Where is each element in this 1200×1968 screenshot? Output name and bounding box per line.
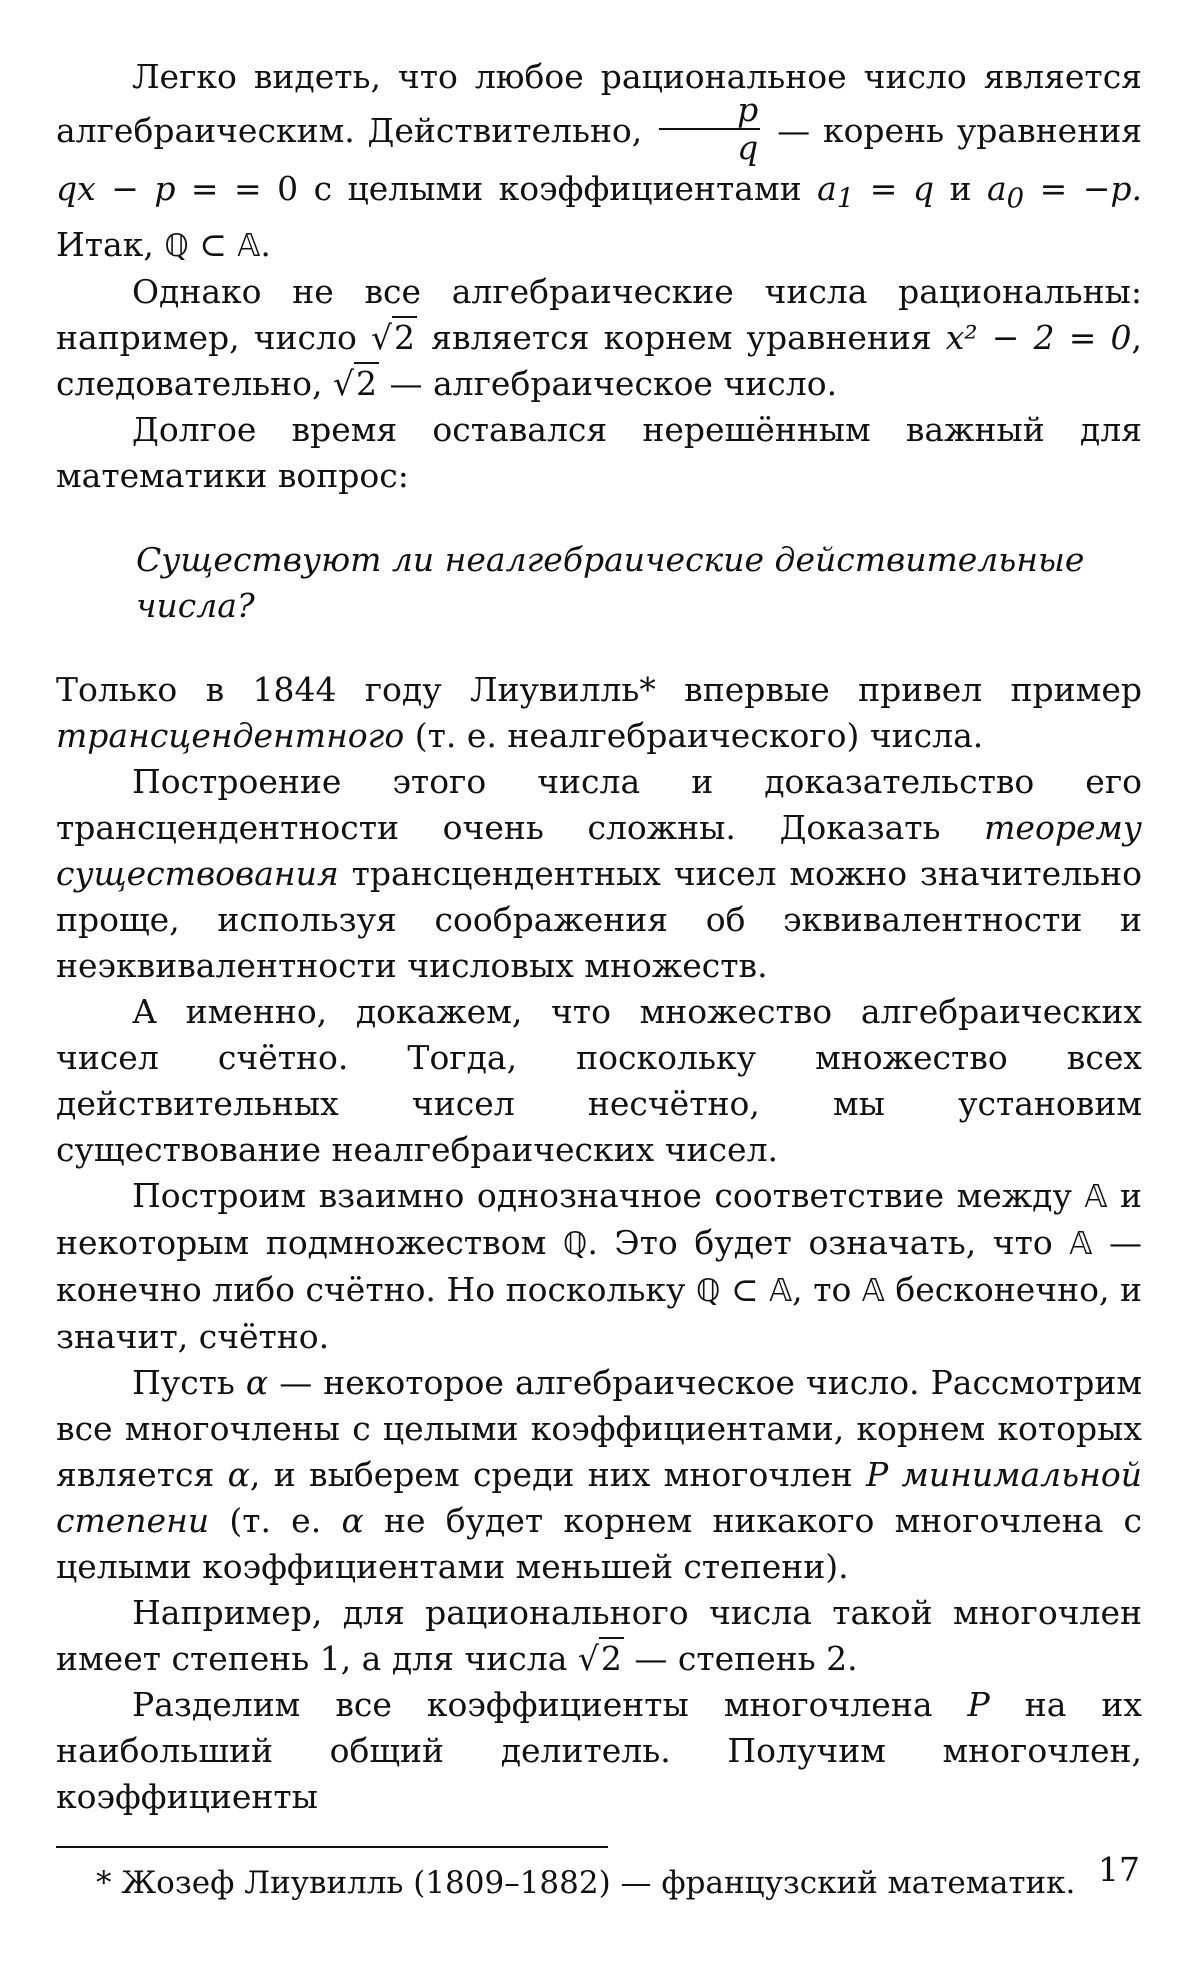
p1-text-d: и — [934, 169, 987, 208]
a1-symbol: a — [817, 169, 837, 208]
p8-emphasis: минимальной степени — [56, 1454, 1143, 1540]
p9-text-b: — степень 2. — [623, 1638, 858, 1678]
paragraph-1 — [56, 54, 1142, 269]
paragraph-4 — [56, 667, 1142, 759]
paragraph-10 — [56, 1682, 1142, 1820]
set-Q-symbol: ℚ — [696, 1272, 721, 1309]
fraction-denominator: q — [737, 128, 759, 167]
equation-x2-minus-2: x² − 2 = 0 — [945, 317, 1132, 357]
p1-text-a: Легко видеть, что любое рациональное число является алгебраическим. Действительно, — [56, 57, 1142, 150]
paragraph-3: Долгое время оставался нерешённым важный для математики вопрос: — [56, 409, 1142, 495]
a0-symbol: a — [986, 169, 1007, 208]
fraction-p-over-q — [659, 92, 760, 166]
p9-text-a: Например, для рационального числа такой многочлен имеет степень 1, а для числа — [56, 1592, 1142, 1678]
paragraph-2 — [56, 269, 1142, 407]
polynomial-P-symbol: P — [967, 1684, 990, 1724]
equation-a0 — [986, 169, 1142, 215]
paragraph-7 — [56, 1173, 1142, 1360]
a0-subscript: 0 — [1006, 182, 1025, 215]
p7-text-f: бесконечно, и значит, счётно. — [56, 1269, 1142, 1356]
p7-text-d: — конечно либо счётно. Но поскольку — [56, 1222, 1142, 1309]
equation-qx-p: qx − p = — [56, 169, 219, 208]
p7-text-c: . Это будет означать, что — [587, 1222, 1070, 1262]
sqrt-2-third — [578, 1637, 624, 1678]
subset-symbol: ⊂ — [188, 224, 238, 264]
alpha-symbol: α — [245, 1362, 269, 1402]
p2-text-d: — алгебраическое число. — [379, 363, 838, 403]
p8-text-b: — некоторое алгебраическое число. Рассмотрим все многочлены с целыми коэффициентами, корнем которых является — [56, 1362, 1142, 1494]
alpha-symbol: α — [341, 1500, 364, 1540]
p2-text-c: , следовательно, — [56, 317, 1142, 403]
paragraph-6: А именно, докажем, что множество алгебраических чисел счётно. Тогда, поскольку множество всех действительных чисел несчётно, мы установим существование неалгебраических чисел. — [56, 991, 1142, 1169]
fraction-numerator: p — [659, 92, 760, 130]
p4-emphasis: трансцендентного — [56, 715, 405, 755]
page-number: 17 — [1098, 1850, 1140, 1889]
p10-text-a: Разделим все коэффициенты многочлена — [132, 1684, 968, 1724]
subset-symbol: ⊂ — [720, 1269, 770, 1309]
p4-text-a: Только в 1844 году Лиувилль* впервые привел пример — [56, 669, 1142, 709]
p8-text-a: Пусть — [132, 1362, 246, 1402]
paragraph-9 — [56, 1590, 1142, 1682]
equation-a1 — [817, 169, 935, 215]
p2-text-b: является корнем уравнения — [417, 317, 946, 357]
p1-text-b: — корень уравнения — [764, 111, 1143, 150]
footnote-divider — [56, 1846, 608, 1848]
question-text: Существуют ли неалгебраические действительные числа? — [136, 539, 1085, 625]
p5-emphasis: теорему существования — [56, 807, 1142, 893]
set-A-symbol: 𝔸 — [1084, 1178, 1108, 1215]
paragraph-8 — [56, 1360, 1142, 1590]
set-Q-symbol: ℚ — [164, 227, 189, 264]
p2-text-a: Однако не все алгебраические числа рациональны: например, число — [56, 271, 1142, 357]
p4-text-b: (т. е. неалгебраического) числа. — [404, 715, 984, 755]
p7-text-e: , то — [792, 1269, 862, 1309]
sqrt-radicand: 2 — [600, 1638, 622, 1678]
p1-text-c: = 0 с целыми коэффициентами — [218, 169, 818, 208]
sqrt-symbol: √ — [577, 1638, 599, 1678]
set-A-symbol: 𝔸 — [237, 227, 261, 264]
p1-end: . — [260, 224, 271, 264]
sqrt-2-second — [333, 362, 379, 403]
sqrt-radicand: 2 — [356, 363, 378, 403]
sqrt-symbol: √ — [371, 317, 393, 357]
body-text — [56, 54, 1142, 1820]
paragraph-5 — [56, 759, 1142, 989]
a1-subscript: 1 — [836, 182, 855, 215]
sqrt-symbol: √ — [332, 363, 355, 403]
p8-text-c: , и выберем среди них многочлен — [249, 1454, 866, 1494]
p8-text-e: не будет корнем никакого многочлена с целыми коэффициентами меньшей степени). — [56, 1500, 1143, 1586]
p10-text-b: на их наибольший общий делитель. Получим многочлен, коэффициенты — [56, 1684, 1142, 1816]
p7-text-a: Построим взаимно однозначное соответствие между — [132, 1175, 1085, 1215]
sqrt-radicand: 2 — [394, 317, 416, 357]
set-Q-symbol: ℚ — [562, 1225, 588, 1262]
set-A-symbol: 𝔸 — [861, 1272, 885, 1309]
p5-text-b: трансцендентных чисел можно значительно проще, используя соображения об эквивалентности и неэквивалентности числовых множеств. — [56, 853, 1142, 985]
p1-text-e: Итак, — [56, 224, 165, 264]
p7-text-b: и некоторым подмножеством — [56, 1175, 1142, 1262]
set-A-symbol: 𝔸 — [769, 1272, 793, 1309]
a1-value: = q — [854, 169, 935, 208]
alpha-symbol: α — [227, 1454, 250, 1494]
polynomial-P-symbol: P — [865, 1454, 889, 1494]
footnote: * Жозеф Лиувилль (1809–1882) — французский математик. — [96, 1864, 1076, 1901]
p8-text-d: (т. е. — [209, 1500, 342, 1540]
a0-value: = −p. — [1024, 169, 1142, 208]
set-A-symbol: 𝔸 — [1069, 1225, 1093, 1262]
p5-text-a: Построение этого числа и доказательство его трансцендентности очень сложны. Доказать — [56, 761, 1142, 847]
sqrt-2 — [371, 316, 417, 357]
